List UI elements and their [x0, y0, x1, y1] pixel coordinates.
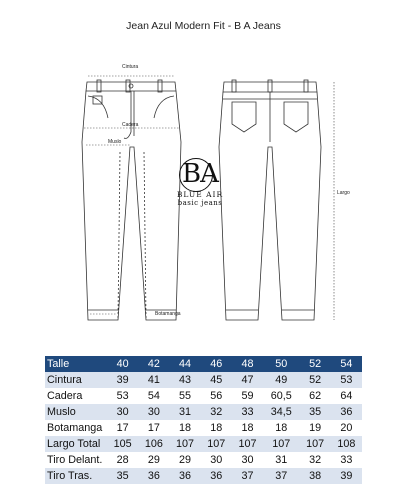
table-cell: 36 — [138, 468, 169, 484]
table-cell: 52 — [300, 372, 331, 388]
table-cell: 31 — [169, 404, 200, 420]
table-cell: 18 — [201, 420, 232, 436]
row-label: Cadera — [45, 388, 107, 404]
table-cell: 17 — [107, 420, 138, 436]
table-cell: 32 — [201, 404, 232, 420]
table-cell: 18 — [263, 420, 299, 436]
size-header-row — [45, 356, 362, 372]
table-cell: 39 — [107, 372, 138, 388]
table-cell: 29 — [169, 452, 200, 468]
table-cell: 36 — [169, 468, 200, 484]
row-label: Tiro Delant. — [45, 452, 107, 468]
table-cell: 107 — [263, 436, 299, 452]
table-cell: 53 — [107, 388, 138, 404]
table-cell: 107 — [232, 436, 263, 452]
row-label: Largo Total — [45, 436, 107, 452]
table-cell: 17 — [138, 420, 169, 436]
size-col-header: 54 — [331, 356, 362, 372]
table-cell: 41 — [138, 372, 169, 388]
size-col-header: 50 — [263, 356, 299, 372]
size-col-header: 52 — [300, 356, 331, 372]
table-cell: 36 — [201, 468, 232, 484]
table-cell: 35 — [107, 468, 138, 484]
table-cell: 60,5 — [263, 388, 299, 404]
table-cell: 55 — [169, 388, 200, 404]
label-botamanga: Botamanga — [155, 311, 181, 317]
label-largo: Largo — [337, 190, 350, 196]
table-cell: 106 — [138, 436, 169, 452]
row-label: Muslo — [45, 404, 107, 420]
page-title: Jean Azul Modern Fit - B A Jeans — [126, 20, 281, 32]
table-row — [45, 372, 362, 388]
table-cell: 108 — [331, 436, 362, 452]
table-cell: 33 — [232, 404, 263, 420]
table-cell: 36 — [331, 404, 362, 420]
header-talle: Talle — [45, 356, 107, 372]
size-col-header: 48 — [232, 356, 263, 372]
brand-name: BLUE AIR — [176, 190, 224, 199]
table-cell: 37 — [232, 468, 263, 484]
size-col-header: 44 — [169, 356, 200, 372]
table-cell: 19 — [300, 420, 331, 436]
table-cell: 107 — [201, 436, 232, 452]
table-cell: 59 — [232, 388, 263, 404]
table-cell: 30 — [232, 452, 263, 468]
brand-initials: BA — [182, 159, 218, 189]
row-label: Tiro Tras. — [45, 468, 107, 484]
table-cell: 30 — [107, 404, 138, 420]
table-cell: 64 — [331, 388, 362, 404]
table-row — [45, 388, 362, 404]
table-cell: 56 — [201, 388, 232, 404]
table-cell: 35 — [300, 404, 331, 420]
label-muslo: Muslo — [108, 139, 122, 145]
table-cell: 38 — [300, 468, 331, 484]
table-cell: 49 — [263, 372, 299, 388]
table-cell: 18 — [232, 420, 263, 436]
table-cell: 18 — [169, 420, 200, 436]
table-cell: 45 — [201, 372, 232, 388]
table-cell: 62 — [300, 388, 331, 404]
table-cell: 54 — [138, 388, 169, 404]
table-cell: 37 — [263, 468, 299, 484]
row-label: Cintura — [45, 372, 107, 388]
size-col-header: 40 — [107, 356, 138, 372]
table-cell: 30 — [201, 452, 232, 468]
label-cadera: Cadera — [122, 122, 139, 128]
table-cell: 34,5 — [263, 404, 299, 420]
row-label: Botamanga — [45, 420, 107, 436]
table-cell: 29 — [138, 452, 169, 468]
table-cell: 107 — [300, 436, 331, 452]
table-cell: 105 — [107, 436, 138, 452]
size-col-header: 46 — [201, 356, 232, 372]
table-cell: 28 — [107, 452, 138, 468]
table-cell: 33 — [331, 452, 362, 468]
table-row — [45, 436, 362, 452]
table-cell: 30 — [138, 404, 169, 420]
label-cintura: Cintura — [122, 64, 139, 70]
table-cell: 107 — [169, 436, 200, 452]
table-row — [45, 468, 362, 484]
size-col-header: 42 — [138, 356, 169, 372]
brand-logo — [160, 160, 240, 230]
table-row — [45, 404, 362, 420]
table-cell: 39 — [331, 468, 362, 484]
table-row — [45, 420, 362, 436]
table-cell: 47 — [232, 372, 263, 388]
size-table — [45, 356, 362, 484]
table-cell: 43 — [169, 372, 200, 388]
table-cell: 32 — [300, 452, 331, 468]
table-cell: 31 — [263, 452, 299, 468]
table-cell: 53 — [331, 372, 362, 388]
table-row — [45, 452, 362, 468]
brand-tagline: basic jeans — [177, 199, 223, 207]
table-cell: 20 — [331, 420, 362, 436]
